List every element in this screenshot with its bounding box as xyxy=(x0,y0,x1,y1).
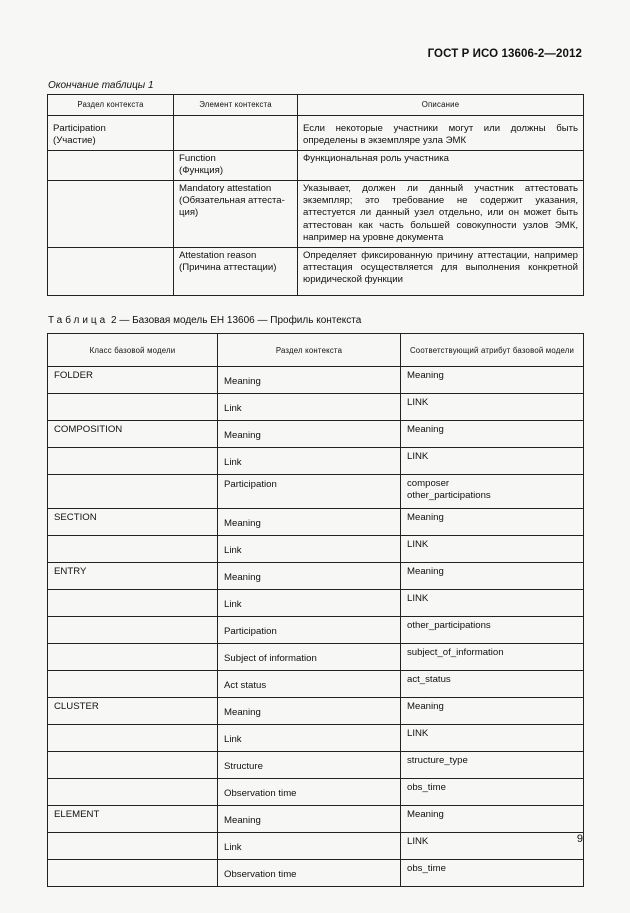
table2-attribute-line: Meaning xyxy=(407,512,444,523)
table2-attribute-cell xyxy=(401,860,584,887)
table2-attribute-cell xyxy=(401,448,584,475)
table2-attribute-line: other_participations xyxy=(407,620,491,631)
table2-attribute-cell xyxy=(401,725,584,752)
table2-col-header: Раздел контекста xyxy=(218,334,401,367)
table2-attribute-cell xyxy=(401,806,584,833)
table1-section-cell xyxy=(48,150,174,180)
table2-class-cell xyxy=(48,752,218,779)
table1-description-cell: Функциональная роль участника xyxy=(298,150,584,180)
table2-section-cell: Observation time xyxy=(218,779,401,806)
table2-col-header: Соответствующий атрибут базовой модели xyxy=(401,334,584,367)
table1-section-cell xyxy=(48,247,174,295)
table2-section-cell: Act status xyxy=(218,671,401,698)
table1-element-line: Function xyxy=(179,152,216,164)
table2-row xyxy=(48,617,584,644)
table2-row xyxy=(48,448,584,475)
table1-section-cell xyxy=(48,180,174,247)
table2-section-cell: Link xyxy=(218,833,401,860)
table2-row xyxy=(48,779,584,806)
table2-attribute-line: Meaning xyxy=(407,424,444,435)
table2-attribute-line: structure_type xyxy=(407,755,468,766)
table2-class-cell: CLUSTER xyxy=(48,698,218,725)
table2-section-cell: Meaning xyxy=(218,563,401,590)
table2-class-cell xyxy=(48,617,218,644)
table2-section-cell: Meaning xyxy=(218,421,401,448)
table2-class-cell: FOLDER xyxy=(48,367,218,394)
table2-attribute-line: obs_time xyxy=(407,782,446,793)
table2-attribute-line: subject_of_information xyxy=(407,647,504,658)
table2-attribute-cell xyxy=(401,421,584,448)
table1-element-line: Attestation reason xyxy=(179,249,257,261)
table1-element-line: (Причина аттестации) xyxy=(179,262,277,274)
table2-row xyxy=(48,671,584,698)
table2-row xyxy=(48,833,584,860)
table2-section-cell: Link xyxy=(218,536,401,563)
table2-attribute-cell xyxy=(401,563,584,590)
table2-class-cell xyxy=(48,448,218,475)
table2-row xyxy=(48,509,584,536)
table2-attribute-line: LINK xyxy=(407,397,429,408)
table2-caption-prefix: Таблица xyxy=(48,315,109,326)
table2-section-cell: Participation xyxy=(218,617,401,644)
table2-attribute-line: LINK xyxy=(407,593,429,604)
table2-attribute-cell xyxy=(401,833,584,860)
table1-description-cell: Если некоторые участники могут или должны быть определены в экземпляре узла ЭМК xyxy=(298,116,584,151)
table1-row xyxy=(48,116,584,151)
table2-row xyxy=(48,475,584,509)
table2-row xyxy=(48,421,584,448)
table2-attribute-line: other_participations xyxy=(407,490,491,501)
table2-section-cell: Link xyxy=(218,725,401,752)
table2-caption xyxy=(48,315,361,326)
table2-row xyxy=(48,590,584,617)
table2-row xyxy=(48,367,584,394)
table2-section-cell: Structure xyxy=(218,752,401,779)
table1-element-line: (Функция) xyxy=(179,165,224,177)
table2-section-cell: Link xyxy=(218,590,401,617)
table2-section-cell: Meaning xyxy=(218,367,401,394)
table1-section-line: (Участие) xyxy=(53,135,96,147)
table1 xyxy=(47,94,584,296)
table2-class-cell xyxy=(48,475,218,509)
table2-attribute-cell xyxy=(401,394,584,421)
table2-attribute-cell xyxy=(401,590,584,617)
table2-section-cell: Link xyxy=(218,448,401,475)
table2-attribute-cell xyxy=(401,644,584,671)
table2-class-cell: SECTION xyxy=(48,509,218,536)
table2-attribute-line: Meaning xyxy=(407,370,444,381)
table2-class-cell xyxy=(48,725,218,752)
table2-row xyxy=(48,536,584,563)
table2-attribute-cell xyxy=(401,752,584,779)
table2-class-cell xyxy=(48,536,218,563)
table2-row xyxy=(48,563,584,590)
table2-attribute-cell xyxy=(401,698,584,725)
table2-attribute-line: Meaning xyxy=(407,701,444,712)
table2-attribute-cell xyxy=(401,671,584,698)
table1-row xyxy=(48,247,584,295)
table2-attribute-line: obs_time xyxy=(407,863,446,874)
table1-description-cell: Определяет фиксированную причину аттестации, например аттестация осуществляется для выполнения конкретной юридической функции xyxy=(298,247,584,295)
table2-attribute-line: Meaning xyxy=(407,566,444,577)
table2-row xyxy=(48,644,584,671)
table1-section-line: Participation xyxy=(53,123,106,134)
table1-col-header: Описание xyxy=(298,95,584,116)
table2-class-cell: ENTRY xyxy=(48,563,218,590)
table2-attribute-line: act_status xyxy=(407,674,451,685)
standard-header: ГОСТ Р ИСО 13606-2—2012 xyxy=(427,48,582,60)
table1-element-cell xyxy=(174,116,298,151)
table1-element-line: ция) xyxy=(179,207,199,219)
table1-element-cell xyxy=(174,180,298,247)
table2-row xyxy=(48,698,584,725)
table2-section-cell: Participation xyxy=(218,475,401,509)
table1-row xyxy=(48,180,584,247)
table2-row xyxy=(48,394,584,421)
table2-attribute-line: LINK xyxy=(407,539,429,550)
table2-class-cell: COMPOSITION xyxy=(48,421,218,448)
table2-caption-rest: 2 — Базовая модель ЕН 13606 — Профиль контекста xyxy=(111,315,362,326)
table2-section-cell: Subject of information xyxy=(218,644,401,671)
table1-element-cell xyxy=(174,150,298,180)
table2-class-cell xyxy=(48,833,218,860)
table1-element-cell xyxy=(174,247,298,295)
table2-row xyxy=(48,725,584,752)
table1-element-line: (Обязательная аттеста- xyxy=(179,195,285,207)
table1-section-cell xyxy=(48,116,174,151)
table2-class-cell xyxy=(48,860,218,887)
table2-section-cell: Observation time xyxy=(218,860,401,887)
table1-col-header: Элемент контекста xyxy=(174,95,298,116)
table1-description-cell: Указывает, должен ли данный участник аттестовать экземпляр; это требование не содержит указания, аттестуется ли данный узел отдельно, или он может быть аттестован как часть большей совокупности узлов ЭМК, например на уровне документа xyxy=(298,180,584,247)
table2-row xyxy=(48,752,584,779)
table2-attribute-line: composer xyxy=(407,478,450,489)
table2-class-cell xyxy=(48,590,218,617)
table1-caption: Окончание таблицы 1 xyxy=(48,80,154,91)
table2-class-cell xyxy=(48,394,218,421)
page-number: 9 xyxy=(576,833,583,845)
table2-attribute-cell xyxy=(401,536,584,563)
table2-attribute-cell xyxy=(401,367,584,394)
table2-section-cell: Meaning xyxy=(218,509,401,536)
table2-class-cell xyxy=(48,644,218,671)
table1-element-line: Mandatory attestation xyxy=(179,182,272,194)
table2-class-cell: ELEMENT xyxy=(48,806,218,833)
table2-attribute-line: LINK xyxy=(407,451,429,462)
table2-class-cell xyxy=(48,779,218,806)
table1-header-row xyxy=(48,95,584,116)
table2-section-cell: Meaning xyxy=(218,698,401,725)
table2-row xyxy=(48,860,584,887)
table2 xyxy=(47,333,584,887)
table2-row xyxy=(48,806,584,833)
table2-attribute-cell xyxy=(401,509,584,536)
table2-attribute-line: Meaning xyxy=(407,809,444,820)
table2-attribute-line: LINK xyxy=(407,728,429,739)
table2-col-header: Класс базовой модели xyxy=(48,334,218,367)
table2-attribute-cell xyxy=(401,617,584,644)
table2-attribute-line: LINK xyxy=(407,836,429,847)
table1-row xyxy=(48,150,584,180)
table2-section-cell: Meaning xyxy=(218,806,401,833)
table2-header-row xyxy=(48,334,584,367)
table2-attribute-cell xyxy=(401,475,584,509)
table2-section-cell: Link xyxy=(218,394,401,421)
table1-col-header: Раздел контекста xyxy=(48,95,174,116)
table2-attribute-cell xyxy=(401,779,584,806)
table2-class-cell xyxy=(48,671,218,698)
